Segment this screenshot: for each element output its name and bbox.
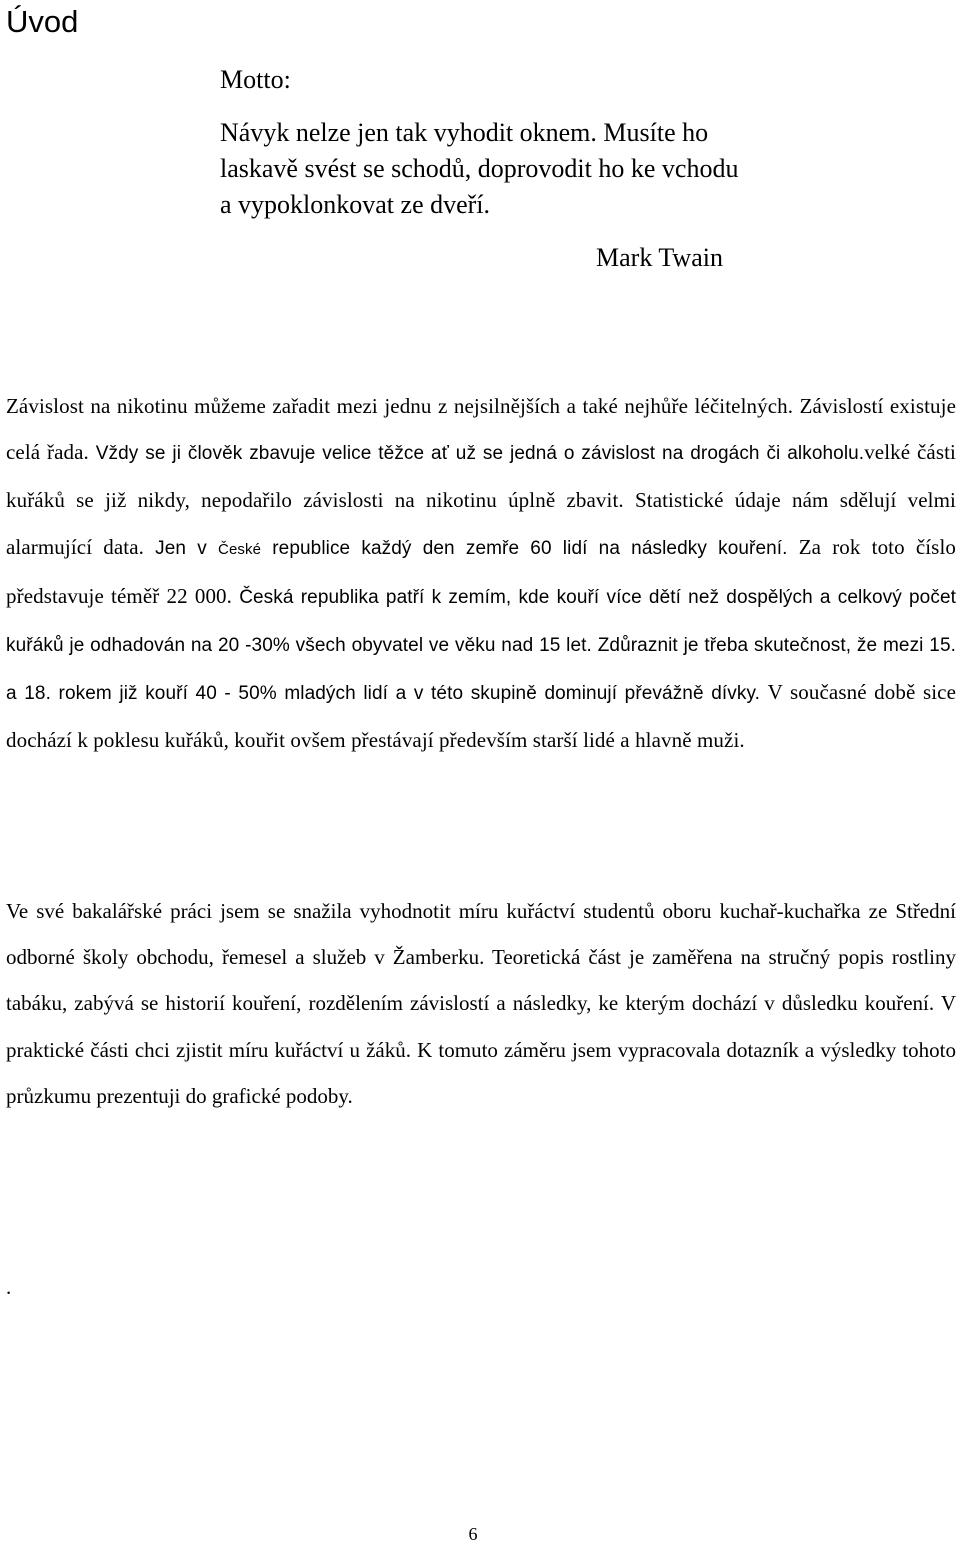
motto-label: Motto:	[220, 65, 291, 94]
para1-sentence-8: V současné době sice dochází k poklesu kuřáků, kouřit ovšem přestávají především starší lidé a hlavně muži.	[6, 680, 956, 753]
para1-sentence-4: Statistické údaje nám sdělují velmi alarmující data.	[6, 488, 956, 559]
para1-sentence-5c: republice každý den zemře 60 lidí na následky kouření.	[261, 537, 799, 559]
intro-paragraph-3: .	[6, 1275, 12, 1299]
para1-sentence-5a: Jen v	[144, 537, 219, 559]
motto-line-2: laskavě svést se schodů, doprovodit ho ke vchodu	[220, 154, 739, 183]
intro-paragraph-1	[6, 383, 956, 764]
para1-sentence-3: velké části kuřáků se již nikdy, nepodařilo závislosti na nikotinu úplně zbavit.	[6, 440, 956, 513]
para1-sentence-7: Česká republika patří k zemím, kde kouří více dětí než dospělých a celkový počet kuřáků je odhadován na 20 -30% všech obyvatel ve věku nad 15 let. Zdůraznit je třeba skutečnost, že mezi 15. a 18. rokem již kouří 40 - 50% mladých lidí a v této skupině dominují převážně dívky.	[6, 586, 956, 705]
para1-sentence-6: Za rok toto číslo představuje téměř 22 000.	[6, 534, 956, 608]
motto-author: Mark Twain	[596, 243, 723, 272]
intro-paragraph-2: Ve své bakalářské práci jsem se snažila vyhodnotit míru kuřáctví studentů oboru kuchař-kuchařka ze Střední odborné školy obchodu, řemesel a služeb v Žamberku. Teoretická část je zaměřena na stručný popis rostliny tabáku, zabývá se historií kouření, rozdělením závislostí a následky, ke kterým dochází v důsledku kouření. V praktické části chci zjistit míru kuřáctví u žáků. K tomuto záměru jsem vypracovala dotazník a výsledky tohoto průzkumu prezentuji do grafické podoby.	[6, 899, 956, 1108]
motto-line-3: a vypoklonkovat ze dveří.	[220, 190, 491, 219]
motto-block	[220, 62, 738, 276]
page-number: 6	[468, 1524, 478, 1544]
para1-sentence-5b: České	[218, 540, 262, 558]
para1-sentence-2: Vždy se ji člověk zbavuje velice těžce ať už se jedná o závislost na drogách či alkoholu.	[95, 443, 865, 465]
para1-sentence-1: Závislost na nikotinu můžeme zařadit mezi jednu z nejsilnějších a také nejhůře léčitelných. Závislostí existuje celá řada.	[6, 394, 956, 465]
page-heading: Úvod	[6, 4, 79, 39]
motto-line-1: Návyk nelze jen tak vyhodit oknem. Musíte ho	[220, 118, 709, 147]
